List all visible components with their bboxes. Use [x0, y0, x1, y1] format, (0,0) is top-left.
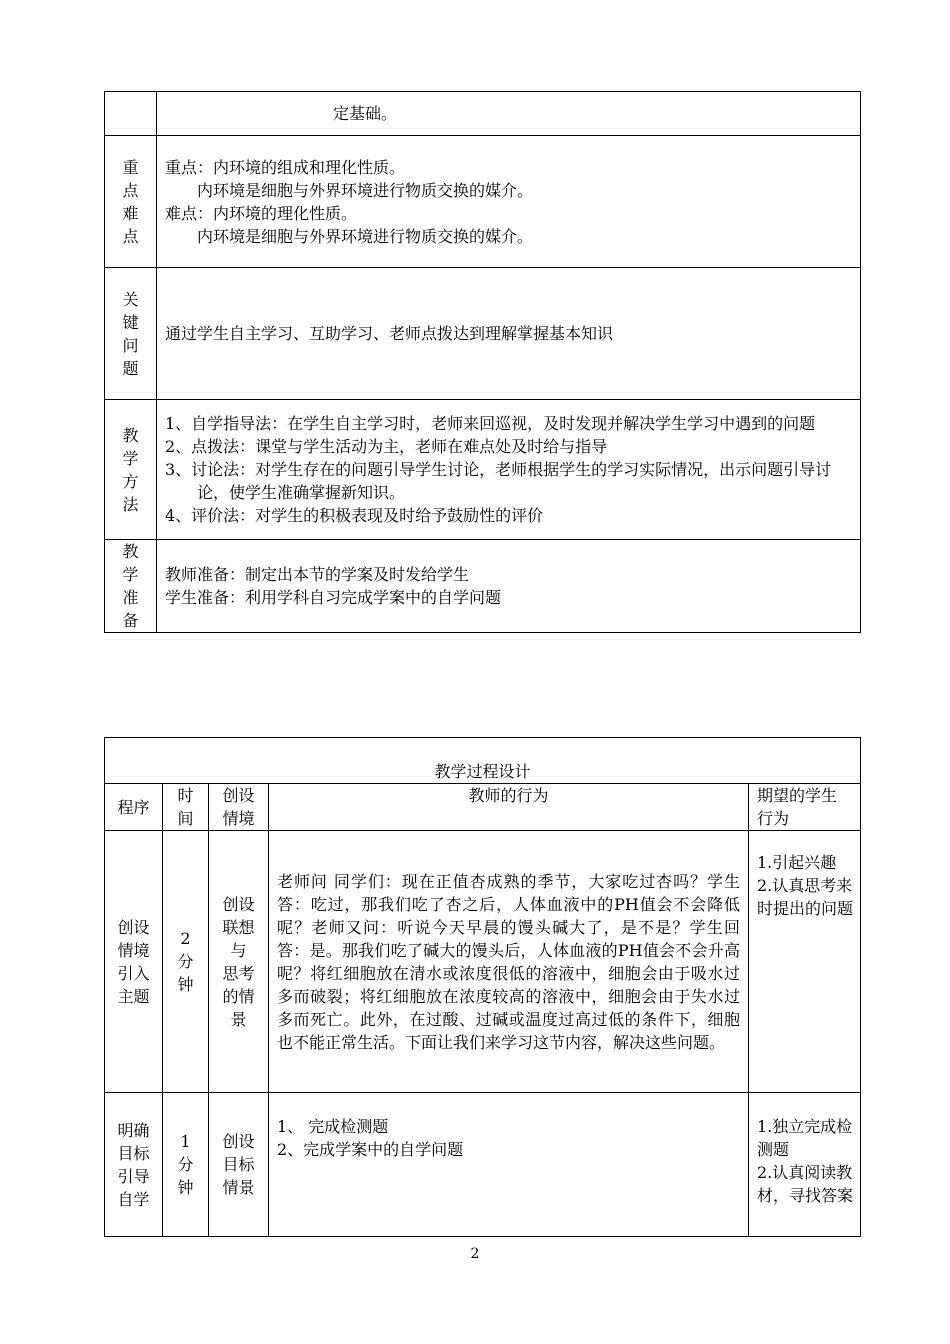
- row1-scene: 创设 联想 与 思考 的情 景: [209, 831, 269, 1093]
- page-number: 2: [470, 1246, 480, 1262]
- method-item: 3、讨论法：对学生存在的问题引导学生讨论，老师根据学生的学习实际情况，出示问题引导讨论，使学生准确掌握新知识。: [165, 460, 832, 502]
- row1-program: 创设 情境 引入 主题: [105, 831, 163, 1093]
- focus-content: 重点：内环境的组成和理化性质。 内环境是细胞与外界环境进行物质交换的媒介。 难点：内环境的理化性质。 内环境是细胞与外界环境进行物质交换的媒介。: [157, 136, 861, 268]
- method-label: 教 学 方 法: [105, 400, 157, 540]
- prep-content: 教师准备：制定出本节的学案及时发给学生 学生准备：利用学科自习完成学案中的自学问题: [157, 540, 861, 633]
- row2-scene: 创设 目标 情景: [209, 1093, 269, 1237]
- row2-student-behavior: 1.独立完成检测题 2.认真阅读教材，寻找答案: [749, 1093, 861, 1237]
- focus-label: 重 点 难 点: [105, 136, 157, 268]
- header-program: 程序: [105, 784, 163, 831]
- key-issue-content: 通过学生自主学习、互助学习、老师点拨达到理解掌握基本知识: [157, 268, 861, 400]
- header-teacher: 教师的行为: [269, 784, 749, 831]
- method-content: [157, 400, 861, 540]
- method-item: 4、评价法：对学生的积极表现及时给予鼓励性的评价: [165, 506, 544, 525]
- header-scene: 创设 情境: [209, 784, 269, 831]
- method-item: 1、自学指导法：在学生自主学习时，老师来回巡视，及时发现并解决学生学习中遇到的问题: [165, 414, 816, 433]
- continued-text: 定基础。: [157, 92, 861, 136]
- row2-time: 1 分 钟: [163, 1093, 209, 1237]
- row2-teacher-action: 1、 完成检测题 2、完成学案中的自学问题: [269, 1093, 749, 1237]
- row2-program: 明确 目标 引导 自学: [105, 1093, 163, 1237]
- header-time: 时 间: [163, 784, 209, 831]
- process-design-table: [104, 737, 861, 1237]
- row-label-empty: [105, 92, 157, 136]
- row1-teacher-action: 老师问 同学们：现在正值杏成熟的季节，大家吃过杏吗？学生答：吃过，那我们吃了杏之后，人体血液中的PH值会不会降低呢？老师又问：听说今天早晨的馒头碱大了，是不是？学生回答：是。那我们吃了碱大的馒头后，人体血液的PH值会不会升高呢？将红细胞放在清水或浓度很低的溶液中，细胞会由于吸水过多而破裂；将红细胞放在浓度较高的溶液中，细胞会由于失水过多而死亡。此外，在过酸、过碱或温度过高过低的条件下，细胞也不能正常生活。下面让我们来学习这节内容，解决这些问题。: [269, 831, 749, 1093]
- row1-student-behavior: 1.引起兴趣 2.认真思考来时提出的问题: [749, 831, 861, 1093]
- method-item: 2、点拨法：课堂与学生活动为主，老师在难点处及时给与指导: [165, 437, 608, 456]
- table-title: 教学过程设计: [105, 738, 861, 784]
- header-student: 期望的学生 行为: [749, 784, 861, 831]
- key-issue-label: 关 键 问 题: [105, 268, 157, 400]
- prep-label: 教 学 准 备: [105, 540, 157, 633]
- row1-time: 2 分 钟: [163, 831, 209, 1093]
- lesson-info-table: [104, 91, 861, 633]
